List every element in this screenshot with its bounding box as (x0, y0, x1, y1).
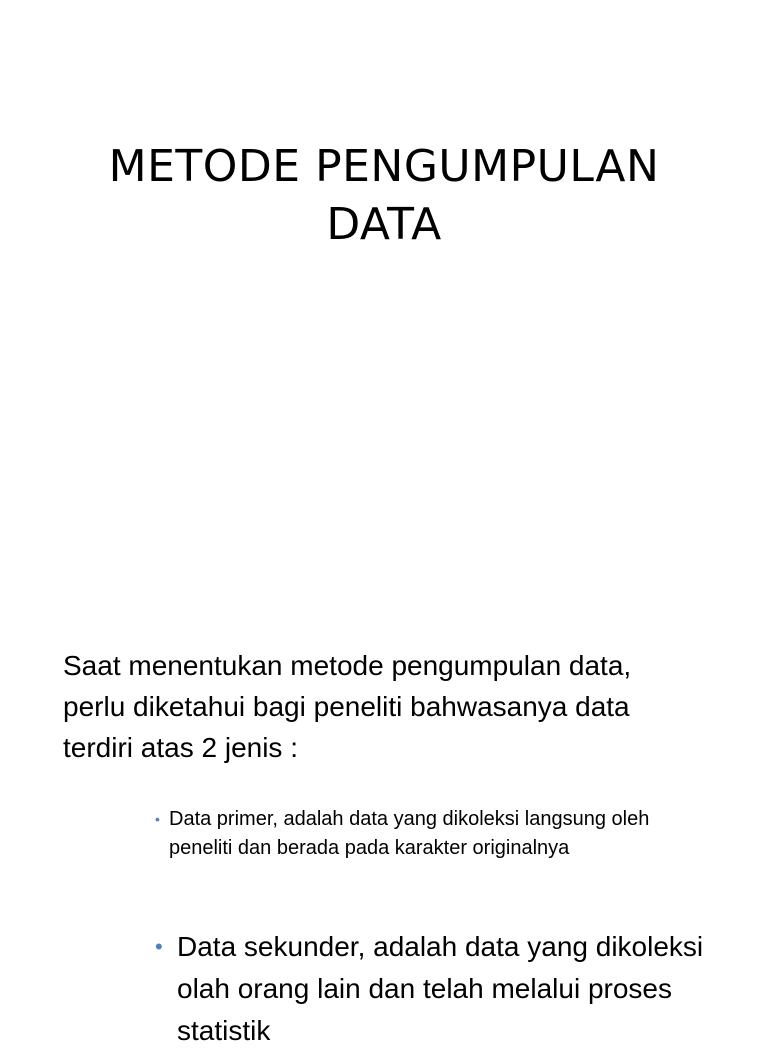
bullet-item-primary-data (155, 805, 715, 863)
slide-title-line-1: METODE PENGUMPULAN (108, 141, 660, 192)
slide-title-line-2: DATA (326, 199, 442, 250)
bullet-marker: • (155, 934, 163, 959)
bullet-text-primary-data: Data primer, adalah data yang dikoleksi langsung oleh peneliti dan berada pada karakter originalnya (169, 808, 650, 859)
intro-paragraph: Saat menentukan metode pengumpulan data, perlu diketahui bagi peneliti bahwasanya data terdiri atas 2 jenis : (63, 650, 632, 763)
bullet-item-secondary-data (155, 926, 715, 1052)
bullet-text-secondary-data: Data sekunder, adalah data yang dikoleksi olah orang lain dan telah melalui proses statistik (177, 931, 704, 1046)
bullet-marker: • (155, 811, 160, 827)
slide-title (40, 138, 728, 254)
